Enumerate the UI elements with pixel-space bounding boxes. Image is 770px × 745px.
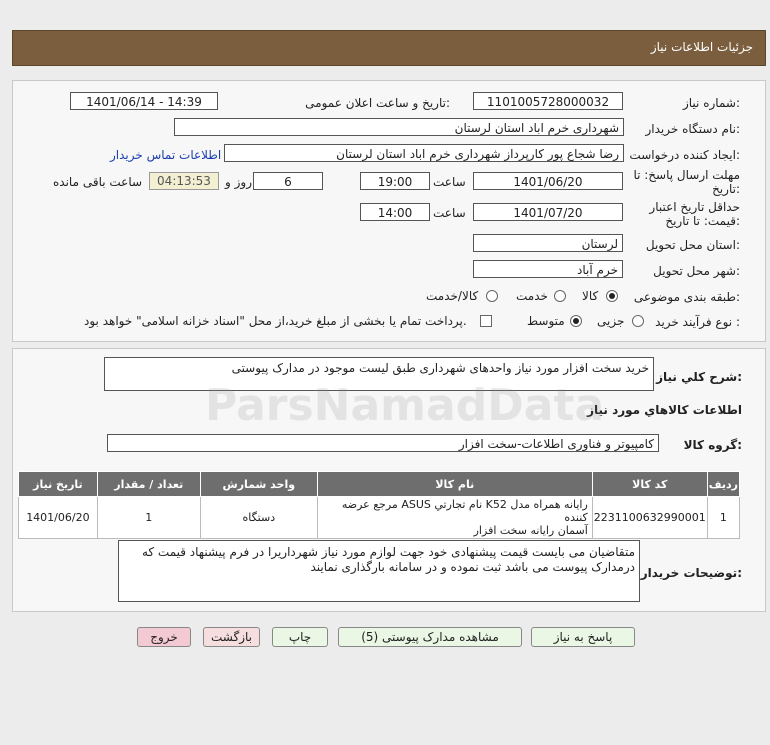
col-code: کد کالا [592, 472, 707, 497]
announce-label: تاریخ و ساعت اعلان عمومی: [305, 96, 450, 110]
cell-name [317, 497, 592, 539]
goods-group-field: کامپیوتر و فناوری اطلاعات-سخت افزار [107, 434, 659, 452]
goods-section-title: اطلاعات کالاهاي مورد نياز [587, 403, 742, 417]
cell-unit: دستگاه [200, 497, 317, 539]
validity-time-word: ساعت [433, 206, 466, 220]
goods-group-label: گروه کالا: [683, 438, 742, 452]
table-header-row [19, 472, 740, 497]
view-documents-button[interactable]: مشاهده مدارک پیوستی (5) [338, 627, 522, 647]
validity-label-2: قیمت: تا تاریخ: [665, 214, 740, 228]
province-label: استان محل تحویل: [645, 238, 740, 252]
remaining-time-badge: 04:13:53 [149, 172, 219, 190]
city-field: خرم آباد [473, 260, 623, 278]
col-date: تاریخ نیاز [19, 472, 98, 497]
buyer-notes-line2: درمدارک پیوست می باشد ثبت نموده و در سامانه بارگذاری نمایند [310, 560, 635, 574]
col-qty: تعداد / مقدار [97, 472, 200, 497]
category-service-radio[interactable] [554, 290, 566, 302]
buyer-notes-label: توضیحات خریدار: [640, 566, 742, 580]
need-number-label: شماره نیاز: [682, 96, 740, 110]
reply-date-field: 1401/06/20 [473, 172, 623, 190]
cell-code: 2231100632990001 [592, 497, 707, 539]
cell-name-line2: آسمان رایانه سخت افزار [473, 524, 588, 537]
reply-button[interactable]: پاسخ به نیاز [531, 627, 635, 647]
process-medium-label: متوسط [527, 314, 565, 328]
announce-field: 1401/06/14 - 14:39 [70, 92, 218, 110]
process-medium-radio[interactable] [570, 315, 582, 327]
reply-deadline-label: مهلت ارسال پاسخ: تا [633, 168, 740, 182]
page-header [12, 30, 766, 66]
col-unit: واحد شمارش [200, 472, 317, 497]
requester-label: ایجاد کننده درخواست: [629, 148, 740, 162]
reply-time-word: ساعت [433, 175, 466, 189]
buyer-org-field: شهرداری خرم اباد استان لرستان [174, 118, 624, 136]
col-row: ردیف [707, 472, 739, 497]
reply-time-field: 19:00 [360, 172, 430, 190]
remaining-label: ساعت باقی مانده [53, 175, 143, 189]
description-label: شرح کلي نياز: [656, 370, 742, 384]
category-both-radio[interactable] [486, 290, 498, 302]
treasury-checkbox[interactable] [480, 315, 492, 327]
days-field: 6 [253, 172, 323, 190]
cell-qty: 1 [97, 497, 200, 539]
category-label: طبقه بندی موضوعی: [633, 290, 740, 304]
validity-time-field: 14:00 [360, 203, 430, 221]
buyer-org-label: نام دستگاه خریدار: [645, 122, 740, 136]
contact-buyer-link[interactable]: اطلاعات تماس خریدار [110, 148, 222, 162]
reply-deadline-label-2: تاریخ: [712, 182, 740, 196]
items-table [18, 471, 740, 539]
cell-name-line1: رایانه همراه مدل K52 نام تجارتي ASUS مرجع عرضه کننده [341, 498, 588, 524]
category-goods-radio[interactable] [606, 290, 618, 302]
table-row [19, 497, 740, 539]
requester-field: رضا شجاع پور کارپرداز شهرداری خرم اباد استان لرستان [224, 144, 624, 162]
buyer-notes-field [118, 540, 640, 602]
days-word: روز و [225, 175, 252, 189]
buyer-notes-line1: متقاضیان می بایست قیمت پیشنهادی خود جهت لوازم مورد نیاز شهرداریرا در فرم پیشنهاد قیمت که [141, 545, 635, 559]
category-goods-label: کالا [582, 289, 599, 303]
treasury-note: پرداخت تمام یا بخشی از مبلغ خرید،از محل "اسناد خزانه اسلامی" خواهد بود. [84, 314, 467, 328]
description-field: خرید سخت افزار مورد نیاز واحدهای شهرداری طبق لیست موجود در مدارک پیوستی [104, 357, 654, 391]
category-both-label: کالا/خدمت [426, 289, 479, 303]
validity-label: حداقل تاریخ اعتبار [649, 200, 740, 214]
city-label: شهر محل تحویل: [653, 264, 740, 278]
cell-row: 1 [707, 497, 739, 539]
exit-button[interactable]: خروج [137, 627, 191, 647]
print-button[interactable]: چاپ [272, 627, 328, 647]
process-minor-radio[interactable] [632, 315, 644, 327]
category-service-label: خدمت [516, 289, 548, 303]
col-name: نام کالا [317, 472, 592, 497]
back-button[interactable]: بازگشت [203, 627, 260, 647]
cell-date: 1401/06/20 [19, 497, 98, 539]
province-field: لرستان [473, 234, 623, 252]
process-minor-label: جزیی [597, 314, 625, 328]
validity-date-field: 1401/07/20 [473, 203, 623, 221]
process-label: نوع فرآیند خرید : [655, 315, 740, 329]
need-number-field: 1101005728000032 [473, 92, 623, 110]
page-title: جزئیات اطلاعات نیاز [650, 40, 753, 54]
